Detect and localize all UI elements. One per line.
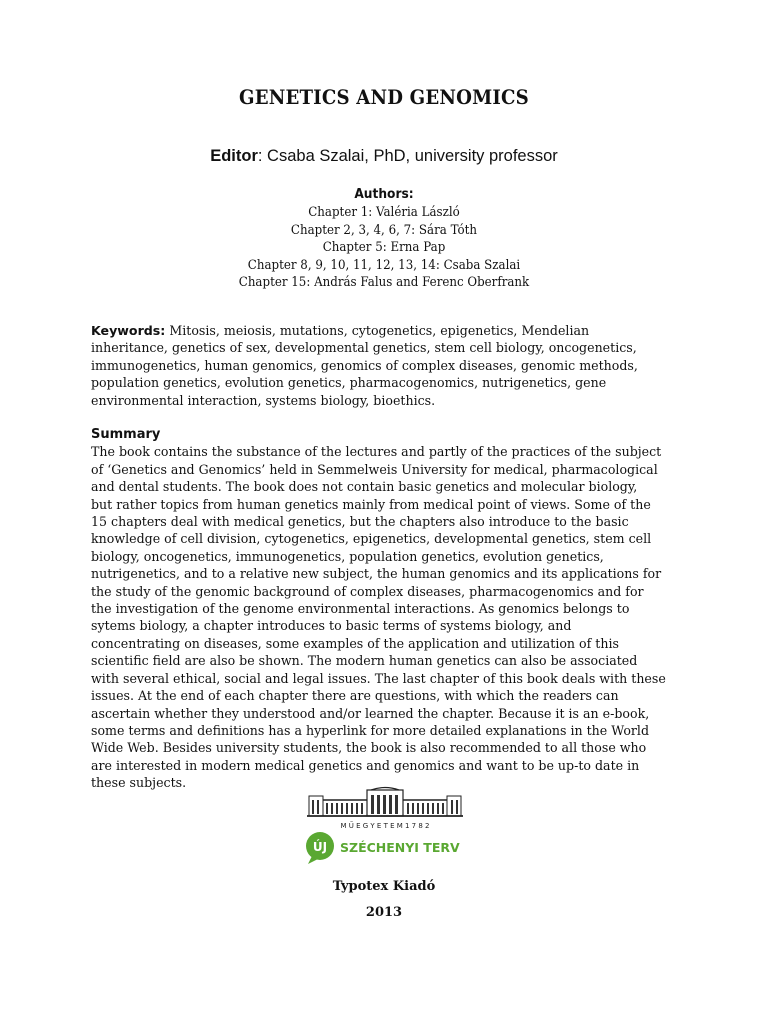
authors-heading: Authors:	[354, 187, 414, 202]
keywords-line: immunogenetics, human genomics, genomics of complex diseases, genomic methods,	[91, 357, 638, 373]
summary-line: biology, oncogenetics, immunogenetics, population genetics, evolution genetics,	[91, 548, 604, 564]
authors-block	[0, 186, 768, 290]
summary-line: these subjects.	[91, 775, 187, 791]
publisher: Typotex Kiadó	[332, 879, 436, 894]
summary-line: the study of the genomic background of complex diseases, pharmacogenomics and for	[91, 583, 644, 599]
summary-block	[91, 426, 675, 792]
summary-line: The book contains the substance of the lectures and partly of the practices of the subject	[91, 444, 662, 460]
author-line: Chapter 15: András Falus and Ferenc Oberfrank	[238, 274, 530, 290]
editor-label: Editor	[210, 147, 258, 165]
program-logo	[304, 830, 468, 866]
book-title: GENETICS AND GENOMICS	[239, 86, 529, 109]
program-name: SZÉCHENYI TERV	[340, 840, 460, 855]
summary-line: scientific field are also be shown. The modern human genetics can also be associated	[91, 653, 638, 669]
summary-line: concentrating on diseases, some examples of the application and utilization of this	[91, 635, 619, 651]
summary-line: sytems biology, a chapter introduces to basic terms of systems biology, and	[91, 618, 572, 634]
summary-line: Wide Web. Besides university students, the book is also recommended to all those who	[91, 740, 647, 756]
keywords-block	[91, 322, 675, 409]
keywords-line: population genetics, evolution genetics, pharmacogenomics, nutrigenetics, gene	[91, 375, 607, 391]
summary-line: the investigation of the genome environmental interactions. As genomics belongs to	[91, 601, 630, 617]
university-logo-text: M Ű E G Y E T E M 1 7 8 2	[340, 822, 430, 830]
keywords-line: environmental interaction, systems biology, bioethics.	[91, 392, 436, 408]
summary-line: of ‘Genetics and Genomics’ held in Semmelweis University for medical, pharmacological	[91, 461, 658, 477]
summary-heading: Summary	[91, 427, 161, 442]
summary-line: 15 chapters deal with medical genetics, but the chapters also introduce to the basic	[91, 514, 629, 530]
summary-line: and dental students. The book does not contain basic genetics and molecular biology,	[91, 479, 638, 495]
summary-line: are interested in modern medical genetics and genomics and want to be up-to date in	[91, 757, 640, 773]
summary-line: knowledge of cell division, cytogenetics, epigenetics, developmental genetics, stem cell	[91, 531, 652, 547]
summary-line: but rather topics from human genetics mainly from medical point of views. Some of the	[91, 496, 651, 512]
summary-line: issues. At the end of each chapter there are questions, with which the readers can	[91, 688, 619, 704]
keywords-label: Keywords:	[91, 323, 166, 338]
author-line: Chapter 1: Valéria László	[308, 204, 460, 220]
editor-value: : Csaba Szalai, PhD, university professor	[257, 147, 558, 165]
university-building-logo	[305, 786, 465, 832]
author-line: Chapter 8, 9, 10, 11, 12, 13, 14: Csaba Szalai	[247, 256, 521, 272]
summary-line: nutrigenetics, and to a relative new subject, the human genomics and its applications for	[91, 566, 662, 582]
program-badge-text: ÚJ	[312, 840, 328, 854]
keywords-first-line: Mitosis, meiosis, mutations, cytogenetics, epigenetics, Mendelian	[165, 323, 590, 338]
editor-line	[0, 147, 768, 166]
summary-line: some terms and definitions has a hyperlink for more detailed explanations in the World	[91, 722, 650, 738]
keywords-line: inheritance, genetics of sex, developmental genetics, stem cell biology, oncogenetics,	[91, 340, 637, 356]
publication-year: 2013	[365, 905, 403, 920]
summary-line: with several ethical, social and legal issues. The last chapter of this book deals with these	[91, 670, 666, 686]
author-line: Chapter 5: Erna Pap	[322, 239, 446, 255]
summary-line: ascertain whether they understood and/or learned the chapter. Because it is an e-book,	[91, 705, 650, 721]
author-line: Chapter 2, 3, 4, 6, 7: Sára Tóth	[290, 221, 478, 237]
